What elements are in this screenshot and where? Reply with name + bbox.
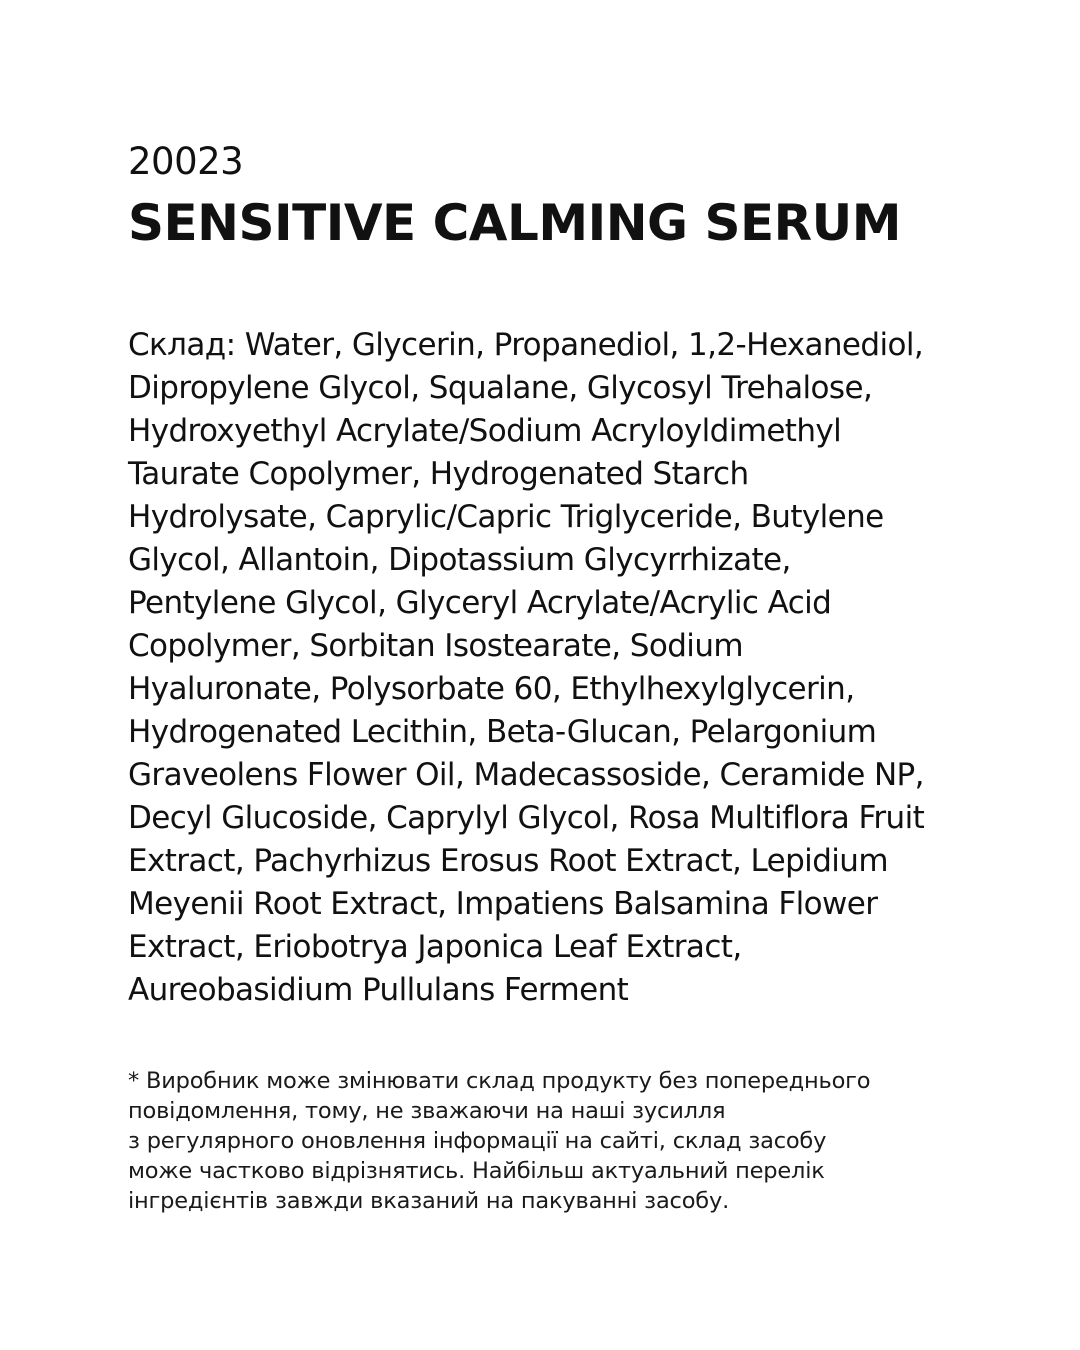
disclaimer-line: з регулярного оновлення інформації на сайті, склад засобу <box>128 1128 827 1154</box>
ingredients-line: Aureobasidium Pullulans Ferment <box>128 972 629 1008</box>
product-card <box>128 140 1048 1216</box>
ingredients-line: Graveolens Flower Oil, Madecassoside, Ceramide NP, <box>128 757 924 793</box>
ingredients-line: Decyl Glucoside, Caprylyl Glycol, Rosa Multiflora Fruit <box>128 800 925 836</box>
ingredients-line: Склад: Water, Glycerin, Propanediol, 1,2-Hexanediol, <box>128 327 924 363</box>
ingredients-line: Hyaluronate, Polysorbate 60, Ethylhexylglycerin, <box>128 671 855 707</box>
disclaimer-line: інгредієнтів завжди вказаний на пакуванні засобу. <box>128 1188 730 1214</box>
ingredients-line: Taurate Copolymer, Hydrogenated Starch <box>128 456 749 492</box>
ingredients-line: Extract, Eriobotrya Japonica Leaf Extract, <box>128 929 742 965</box>
disclaimer-line: повідомлення, тому, не зважаючи на наші зусилля <box>128 1098 726 1124</box>
disclaimer-line: * Виробник може змінювати склад продукту без попереднього <box>128 1068 871 1094</box>
disclaimer-note <box>128 1066 1048 1216</box>
ingredients-line: Hydrolysate, Caprylic/Capric Triglyceride, Butylene <box>128 499 884 535</box>
ingredients-line: Pentylene Glycol, Glyceryl Acrylate/Acrylic Acid <box>128 585 832 621</box>
product-sku: 20023 <box>128 140 244 183</box>
ingredients-line: Copolymer, Sorbitan Isostearate, Sodium <box>128 628 743 664</box>
ingredients-line: Hydrogenated Lecithin, Beta-Glucan, Pelargonium <box>128 714 877 750</box>
ingredients-line: Dipropylene Glycol, Squalane, Glycosyl Trehalose, <box>128 370 873 406</box>
ingredients-line: Meyenii Root Extract, Impatiens Balsamina Flower <box>128 886 878 922</box>
ingredients-line: Extract, Pachyrhizus Erosus Root Extract, Lepidium <box>128 843 888 879</box>
ingredients-list <box>128 324 1048 1012</box>
ingredients-line: Glycol, Allantoin, Dipotassium Glycyrrhizate, <box>128 542 791 578</box>
ingredients-line: Hydroxyethyl Acrylate/Sodium Acryloyldimethyl <box>128 413 842 449</box>
disclaimer-line: може частково відрізнятись. Найбільш актуальний перелік <box>128 1158 825 1184</box>
product-title: SENSITIVE CALMING SERUM <box>128 194 902 252</box>
